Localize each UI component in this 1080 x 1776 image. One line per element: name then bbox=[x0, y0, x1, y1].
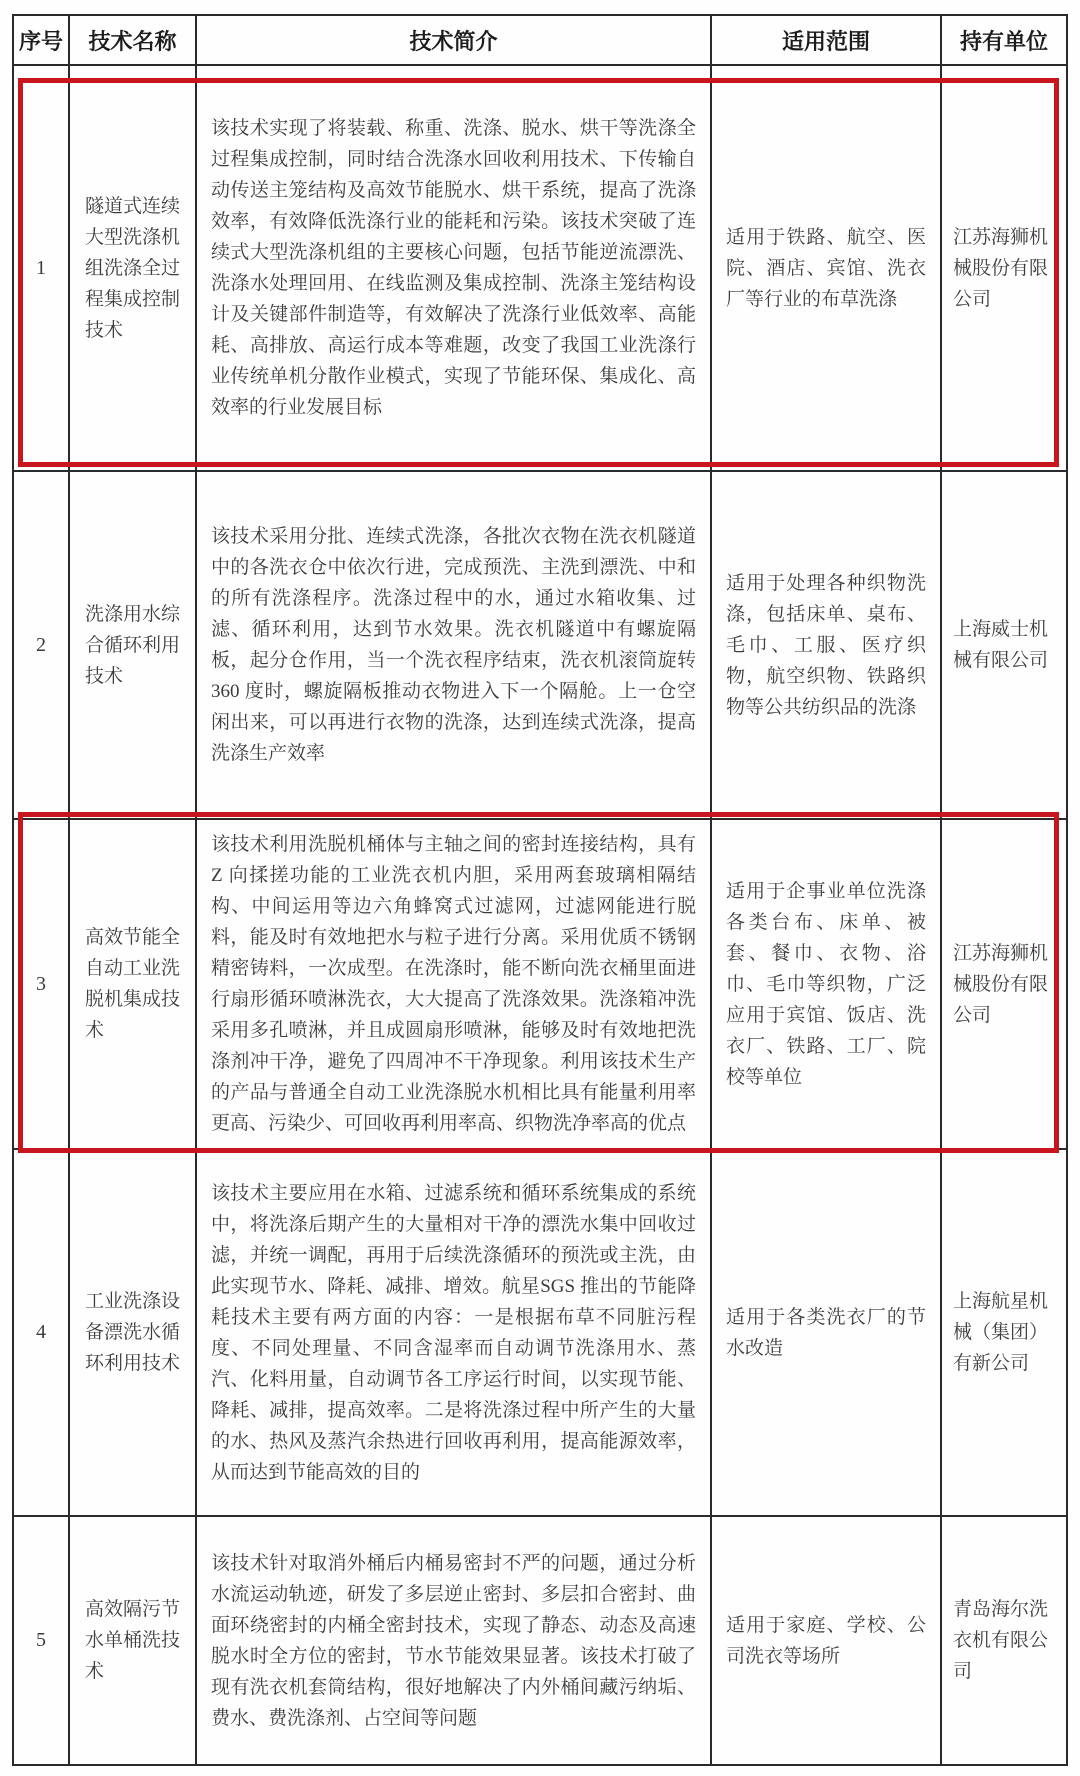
tech-name: 工业洗涤设备漂洗水循环利用技术 bbox=[69, 1149, 196, 1516]
table-row bbox=[13, 65, 1067, 471]
tech-holder: 上海航星机械（集团）有新公司 bbox=[941, 1149, 1067, 1516]
table-row bbox=[13, 471, 1067, 819]
tech-name: 隧道式连续大型洗涤机组洗涤全过程集成控制技术 bbox=[69, 65, 196, 471]
header-intro: 技术简介 bbox=[196, 15, 711, 65]
tech-intro: 该技术利用洗脱机桶体与主轴之间的密封连接结构，具有 Z 向揉搓功能的工业洗衣机内胆，采用两套玻璃相隔结构、中间运用等边六角蜂窝式过滤网，过滤网能进行脱料，能及时有效地把水与粒子进行分离。采用优质不锈钢精密铸料，一次成型。在洗涤时，能不断向洗衣桶里面进行扇形循环喷淋洗衣，大大提高了洗涤效果。洗涤箱冲洗采用多孔喷淋，并且成圆扇形喷淋，能够及时有效地把洗涤剂冲干净，避免了四周冲不干净现象。利用该技术生产的产品与普通全自动工业洗涤脱水机相比具有能量利用率更高、污染少、可回收再利用率高、织物洗净率高的优点 bbox=[196, 819, 711, 1149]
tech-name: 高效隔污节水单桶洗技术 bbox=[69, 1516, 196, 1765]
tech-holder: 江苏海狮机械股份有限公司 bbox=[941, 819, 1067, 1149]
header-name: 技术名称 bbox=[69, 15, 196, 65]
technology-table bbox=[12, 14, 1068, 1766]
row-number: 4 bbox=[13, 1149, 69, 1516]
tech-scope: 适用于家庭、学校、公司洗衣等场所 bbox=[711, 1516, 941, 1765]
row-number: 2 bbox=[13, 471, 69, 819]
table-row bbox=[13, 1516, 1067, 1765]
table-header-row bbox=[13, 15, 1067, 65]
header-scope: 适用范围 bbox=[711, 15, 941, 65]
tech-name: 高效节能全自动工业洗脱机集成技术 bbox=[69, 819, 196, 1149]
row-number: 1 bbox=[13, 65, 69, 471]
tech-name: 洗涤用水综合循环利用技术 bbox=[69, 471, 196, 819]
tech-scope: 适用于铁路、航空、医院、酒店、宾馆、洗衣厂等行业的布草洗涤 bbox=[711, 65, 941, 471]
row-number: 5 bbox=[13, 1516, 69, 1765]
table-row bbox=[13, 1149, 1067, 1516]
header-holder: 持有单位 bbox=[941, 15, 1067, 65]
tech-intro: 该技术实现了将装载、称重、洗涤、脱水、烘干等洗涤全过程集成控制，同时结合洗涤水回收利用技术、下传输自动传送主笼结构及高效节能脱水、烘干系统，提高了洗涤效率，有效降低洗涤行业的能耗和污染。该技术突破了连续式大型洗涤机组的主要核心问题，包括节能逆流漂洗、洗涤水处理回用、在线监测及集成控制、洗涤主笼结构设计及关键部件制造等，有效解决了洗涤行业低效率、高能耗、高排放、高运行成本等难题，改变了我国工业洗涤行业传统单机分散作业模式，实现了节能环保、集成化、高效率的行业发展目标 bbox=[196, 65, 711, 471]
tech-intro: 该技术主要应用在水箱、过滤系统和循环系统集成的系统中，将洗涤后期产生的大量相对干净的漂洗水集中回收过滤，并统一调配，再用于后续洗涤循环的预洗或主洗，由此实现节水、降耗、减排、增效。航星SGS 推出的节能降耗技术主要有两方面的内容：一是根据布草不同脏污程度、不同处理量、不同含湿率而自动调节洗涤用水、蒸汽、化料用量，自动调节各工序运行时间，以实现节能、降耗、减排，提高效率。二是将洗涤过程中所产生的大量的水、热风及蒸汽余热进行回收再利用，提高能源效率，从而达到节能高效的目的 bbox=[196, 1149, 711, 1516]
table-row bbox=[13, 819, 1067, 1149]
tech-intro: 该技术采用分批、连续式洗涤，各批次衣物在洗衣机隧道中的各洗衣仓中依次行进，完成预洗、主洗到漂洗、中和的所有洗涤程序。洗涤过程中的水，通过水箱收集、过滤、循环利用，达到节水效果。洗衣机隧道中有螺旋隔板，起分仓作用，当一个洗衣程序结束，洗衣机滚筒旋转 360 度时，螺旋隔板推动衣物进入下一个隔舱。上一仓空闲出来，可以再进行衣物的洗涤，达到连续式洗涤，提高洗涤生产效率 bbox=[196, 471, 711, 819]
tech-holder: 青岛海尔洗衣机有限公司 bbox=[941, 1516, 1067, 1765]
tech-scope: 适用于处理各种织物洗涤，包括床单、桌布、毛巾、工服、医疗织物，航空织物、铁路织物等公共纺织品的洗涤 bbox=[711, 471, 941, 819]
tech-holder: 上海威士机械有限公司 bbox=[941, 471, 1067, 819]
tech-intro: 该技术针对取消外桶后内桶易密封不严的问题，通过分析水流运动轨迹，研发了多层逆止密封、多层扣合密封、曲面环绕密封的内桶全密封技术，实现了静态、动态及高速脱水时全方位的密封，节水节能效果显著。该技术打破了现有洗衣机套筒结构，很好地解决了内外桶间藏污纳垢、费水、费洗涤剂、占空间等问题 bbox=[196, 1516, 711, 1765]
tech-scope: 适用于各类洗衣厂的节水改造 bbox=[711, 1149, 941, 1516]
row-number: 3 bbox=[13, 819, 69, 1149]
tech-scope: 适用于企事业单位洗涤各类台布、床单、被套、餐巾、衣物、浴巾、毛巾等织物，广泛应用于宾馆、饭店、洗衣厂、铁路、工厂、院校等单位 bbox=[711, 819, 941, 1149]
tech-holder: 江苏海狮机械股份有限公司 bbox=[941, 65, 1067, 471]
header-no: 序号 bbox=[13, 15, 69, 65]
